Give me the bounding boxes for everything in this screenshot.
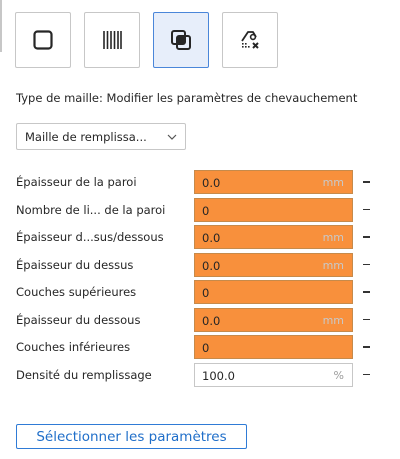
setting-value: 0.0 [202, 313, 221, 328]
setting-input[interactable] [194, 198, 353, 222]
setting-row [16, 363, 386, 388]
setting-input[interactable] [194, 335, 353, 359]
setting-label: Couches supérieures [16, 285, 137, 299]
normal-model-button[interactable] [15, 12, 71, 68]
setting-input[interactable] [194, 225, 353, 249]
setting-row [16, 170, 386, 195]
reset-dash-icon[interactable] [363, 319, 370, 321]
select-settings-button[interactable]: Sélectionner les paramètres [16, 424, 247, 449]
normal-model-icon [32, 29, 54, 51]
setting-value: 0.0 [202, 231, 221, 245]
setting-value: 100.0 [202, 368, 235, 383]
support-mesh-icon [101, 29, 123, 51]
settings-list [16, 170, 386, 390]
setting-row [16, 225, 386, 250]
setting-unit: mm [322, 176, 344, 189]
reset-dash-icon[interactable] [363, 209, 370, 211]
support-mesh-button[interactable] [84, 12, 140, 68]
setting-input[interactable] [194, 308, 353, 332]
setting-value: 0 [202, 203, 210, 218]
setting-input[interactable] [194, 363, 353, 387]
setting-input[interactable] [194, 280, 353, 304]
setting-row [16, 308, 386, 333]
overlap-mesh-icon [170, 29, 192, 51]
mesh-type-select[interactable] [16, 123, 186, 150]
setting-row [16, 280, 386, 305]
mesh-type-label: Type de maille: Modifier les paramètres de chevauchement [16, 91, 358, 105]
setting-label: Épaisseur du dessous [16, 312, 141, 327]
setting-value: 0 [202, 341, 210, 355]
setting-value: 0.0 [202, 258, 221, 273]
overlap-mesh-button[interactable] [153, 12, 209, 68]
anti-overhang-mesh-icon [238, 28, 262, 52]
setting-input[interactable] [194, 253, 353, 277]
reset-dash-icon[interactable] [363, 181, 370, 183]
anti-overhang-mesh-button[interactable] [222, 12, 278, 68]
reset-dash-icon[interactable] [363, 236, 370, 238]
setting-row [16, 253, 386, 278]
reset-dash-icon[interactable] [363, 291, 370, 293]
setting-label: Densité du remplissage [16, 367, 152, 382]
setting-unit: % [333, 368, 344, 382]
chevron-down-icon [167, 132, 177, 142]
setting-unit: mm [322, 258, 344, 272]
reset-dash-icon[interactable] [363, 264, 370, 266]
mesh-type-select-value: Maille de remplissa... [25, 129, 147, 144]
setting-unit: mm [322, 313, 344, 327]
setting-label: Épaisseur du dessus [16, 257, 134, 272]
panel-edge [0, 0, 2, 52]
setting-unit: mm [322, 231, 344, 244]
setting-label: Épaisseur de la paroi [16, 175, 137, 189]
setting-row [16, 335, 386, 360]
reset-dash-icon[interactable] [363, 346, 370, 348]
setting-value: 0 [202, 286, 210, 300]
setting-input[interactable] [194, 170, 353, 194]
mesh-type-toolbar [15, 12, 278, 68]
setting-label: Épaisseur d...sus/dessous [16, 230, 164, 244]
setting-value: 0.0 [202, 176, 221, 190]
setting-row [16, 198, 386, 223]
setting-label: Nombre de li... de la paroi [16, 202, 166, 217]
setting-label: Couches inférieures [16, 340, 131, 354]
reset-dash-icon[interactable] [363, 374, 370, 376]
